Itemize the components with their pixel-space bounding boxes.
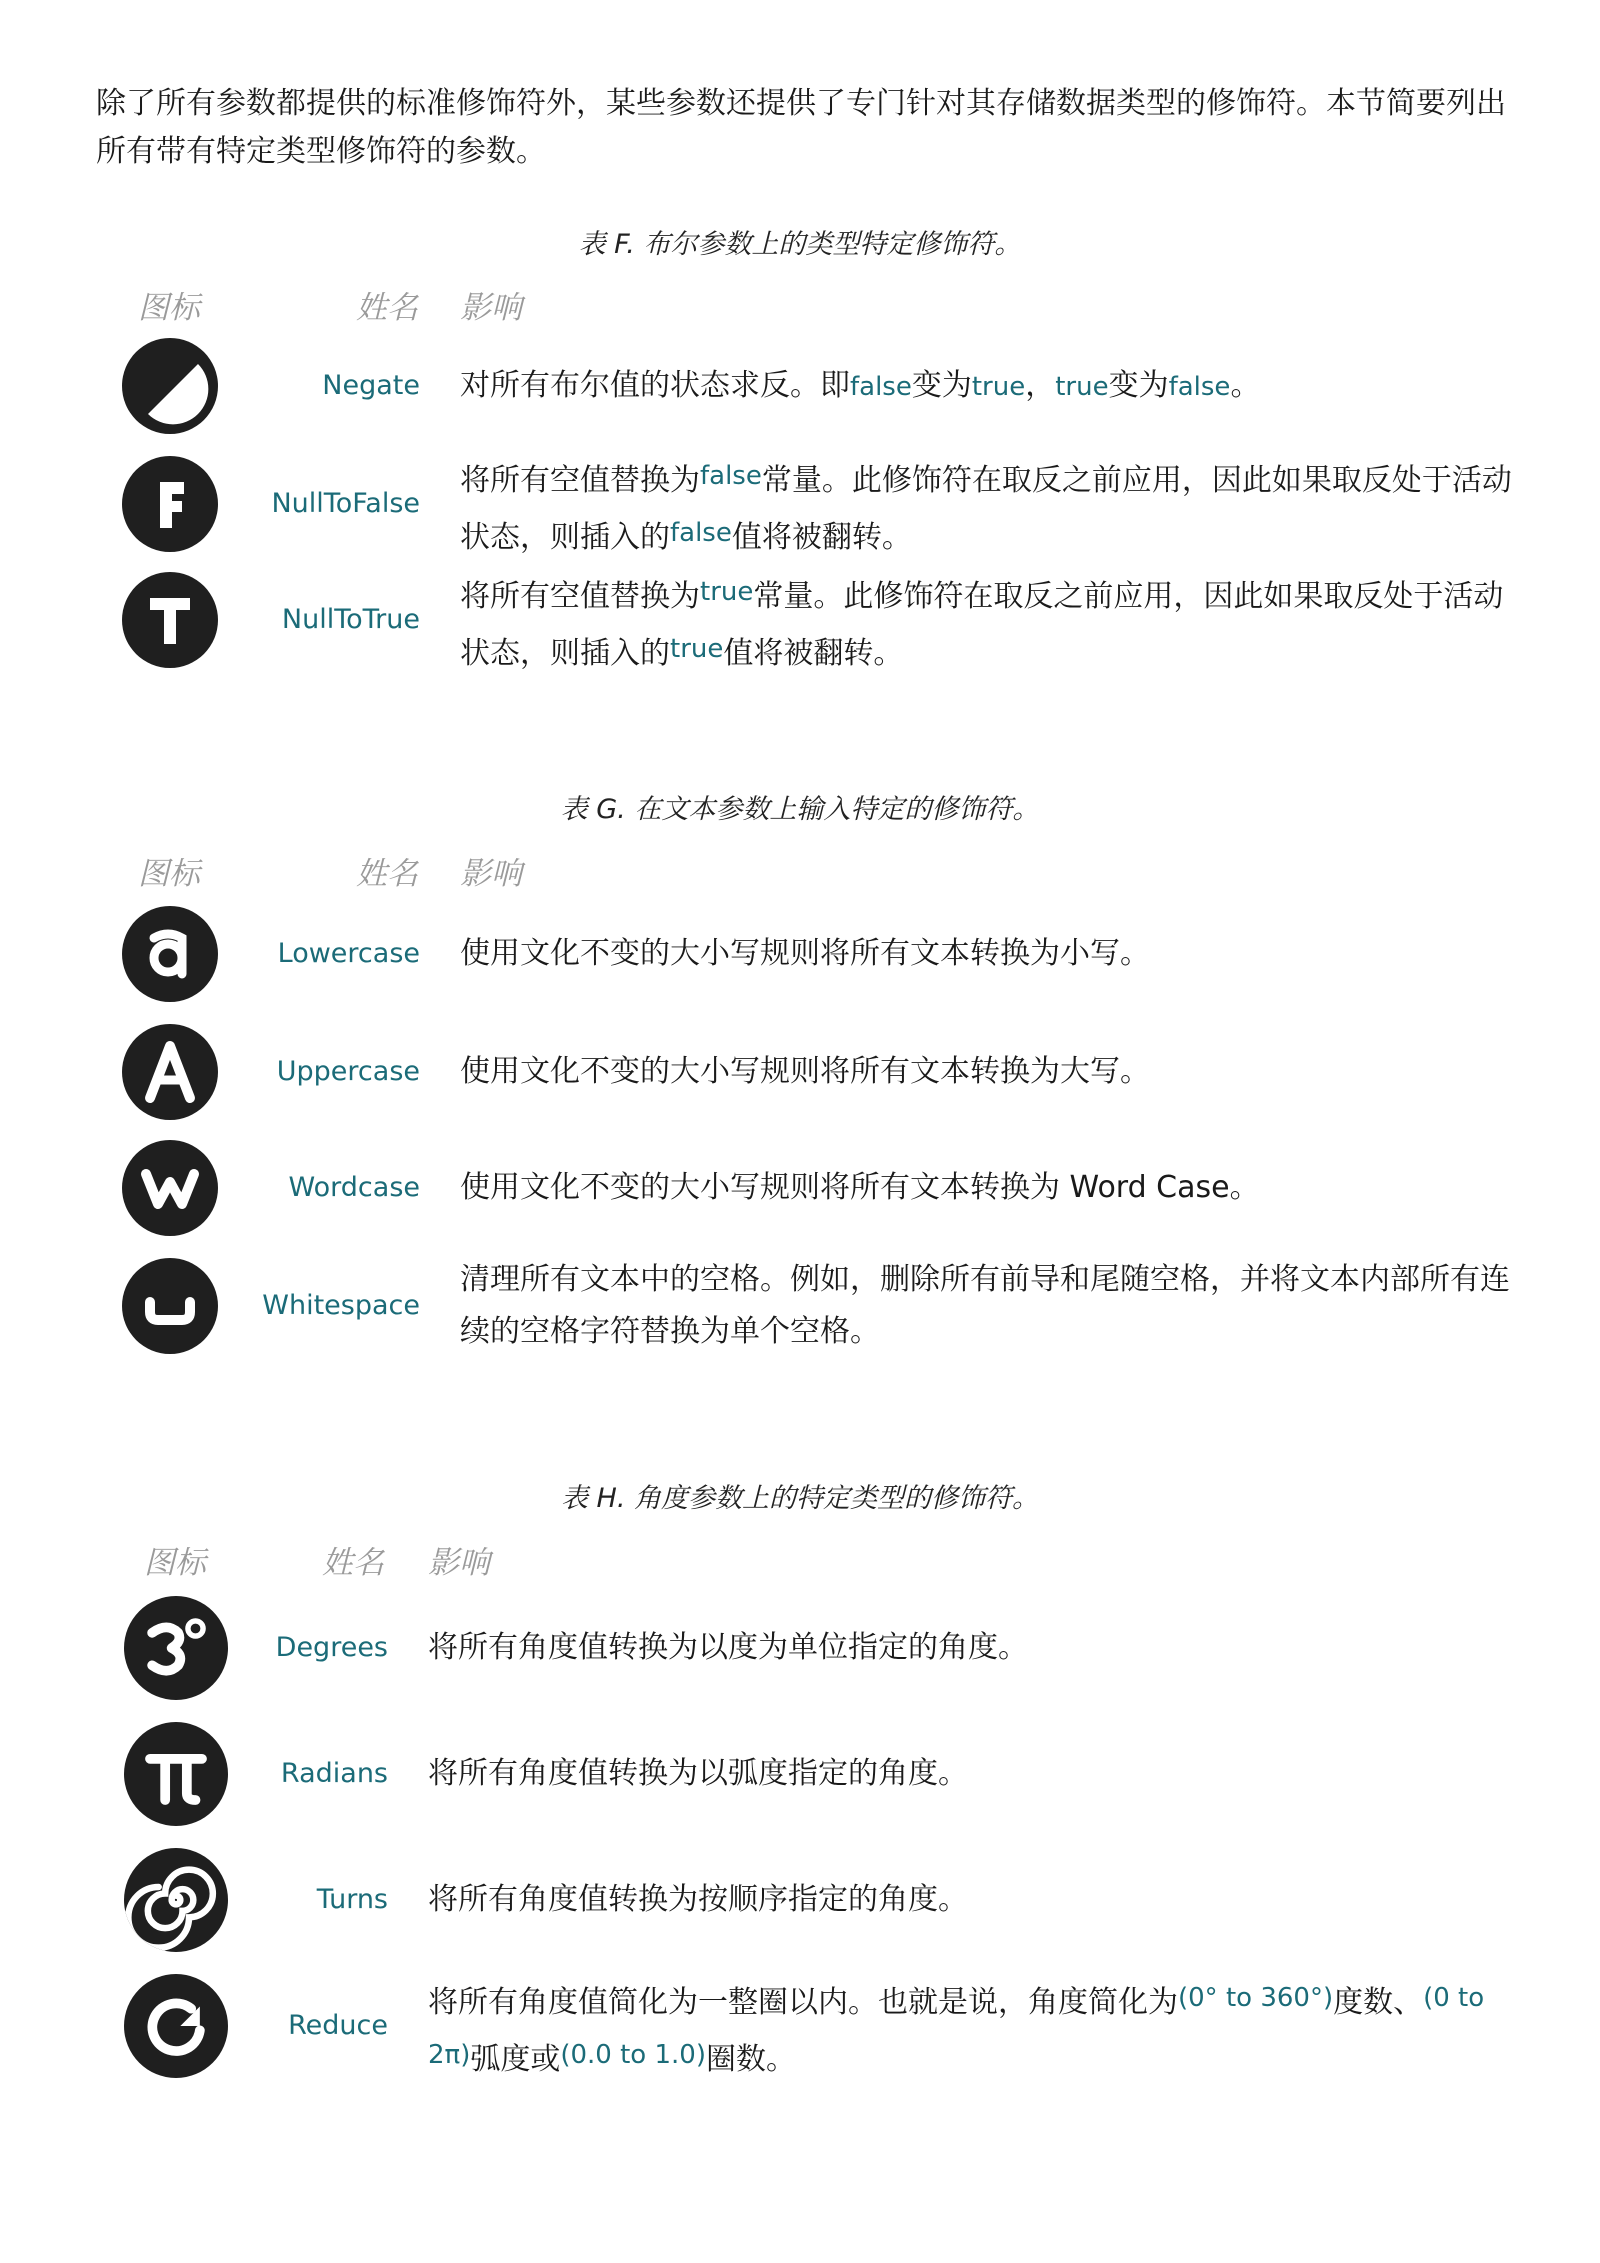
pi-icon (124, 1722, 228, 1826)
keyword: (0.0 to 1.0) (560, 2040, 706, 2070)
header-effect: 影响 (460, 290, 522, 326)
modifier-name: Turns (316, 1884, 388, 1915)
modifier-effect: 将所有角度值转换为以弧度指定的角度。 (428, 1756, 968, 1791)
wordcase-w-icon (122, 1140, 218, 1236)
modifier-effect: 对所有布尔值的状态求反。即false变为true，true变为false。 (460, 368, 1261, 403)
degrees-icon (124, 1596, 228, 1700)
keyword: true (1055, 372, 1109, 402)
modifier-effect: 将所有角度值简化为一整圈以内。也就是说，角度简化为(0° to 360°)度数、(0 to 2π)弧度或(0.0 to 1.0)圈数。 (428, 1983, 1485, 2077)
reduce-icon (124, 1974, 228, 2078)
modifier-effect: 将所有角度值转换为按顺序指定的角度。 (428, 1882, 968, 1917)
modifier-name: Negate (322, 370, 420, 401)
table-f-caption: 表 F. 布尔参数上的类型特定修饰符。 (578, 229, 1022, 260)
modifier-name: Radians (280, 1758, 388, 1789)
keyword: true (670, 634, 724, 664)
spiral-icon (124, 1848, 228, 1952)
modifier-effect: 将所有角度值转换为以度为单位指定的角度。 (428, 1630, 1028, 1665)
header-icon: 图标 (138, 290, 200, 326)
letter-f-icon (122, 456, 218, 552)
modifier-name: Uppercase (276, 1056, 420, 1087)
intro-paragraph: 除了所有参数都提供的标准修饰符外，某些参数还提供了专门针对其存储数据类型的修饰符。本节简要列出所有带有特定类型修饰符的参数。 (96, 86, 1506, 169)
keyword: true (971, 372, 1026, 402)
keyword: true (700, 577, 754, 607)
keyword: (0° to 360°) (1178, 1983, 1334, 2013)
header-name: 姓名 (322, 1545, 384, 1581)
header-icon: 图标 (144, 1545, 206, 1581)
header-name: 姓名 (356, 290, 418, 326)
header-effect: 影响 (460, 856, 522, 892)
whitespace-icon (122, 1258, 218, 1354)
modifier-name: Whitespace (262, 1290, 420, 1321)
modifier-name: Degrees (275, 1632, 388, 1663)
keyword: (0 to 2π) (428, 1983, 1485, 2070)
modifier-effect: 使用文化不变的大小写规则将所有文本转换为大写。 (460, 1054, 1150, 1089)
modifier-effect: 将所有空值替换为true常量。此修饰符在取反之前应用，因此如果取反处于活动状态，则插入的true值将被翻转。 (460, 577, 1504, 671)
modifier-effect: 清理所有文本中的空格。例如，删除所有前导和尾随空格，并将文本内部所有连续的空格字符替换为单个空格。 (460, 1262, 1510, 1349)
header-name: 姓名 (356, 856, 418, 892)
keyword: false (700, 461, 762, 491)
keyword: false (1168, 372, 1231, 402)
header-icon: 图标 (138, 856, 200, 892)
modifier-effect: 使用文化不变的大小写规则将所有文本转换为 Word Case。 (460, 1170, 1260, 1205)
modifier-effect: 使用文化不变的大小写规则将所有文本转换为小写。 (460, 936, 1150, 971)
letter-t-icon (122, 572, 218, 668)
keyword: false (670, 518, 732, 548)
modifier-name: Lowercase (277, 938, 420, 969)
modifier-name: Reduce (288, 2010, 388, 2041)
table-g-caption: 表 G. 在文本参数上输入特定的修饰符。 (560, 794, 1040, 825)
keyword: false (850, 372, 912, 402)
header-effect: 影响 (428, 1545, 490, 1581)
modifier-name: NullToTrue (281, 604, 420, 635)
uppercase-a-icon (122, 1024, 218, 1120)
table-h-caption: 表 H. 角度参数上的特定类型的修饰符。 (560, 1483, 1040, 1514)
lowercase-a-icon (122, 906, 218, 1002)
modifier-name: Wordcase (288, 1172, 420, 1203)
negate-icon (122, 338, 218, 434)
modifier-effect: 将所有空值替换为false常量。此修饰符在取反之前应用，因此如果取反处于活动状态，则插入的false值将被翻转。 (460, 461, 1512, 555)
modifier-name: NullToFalse (271, 488, 420, 519)
